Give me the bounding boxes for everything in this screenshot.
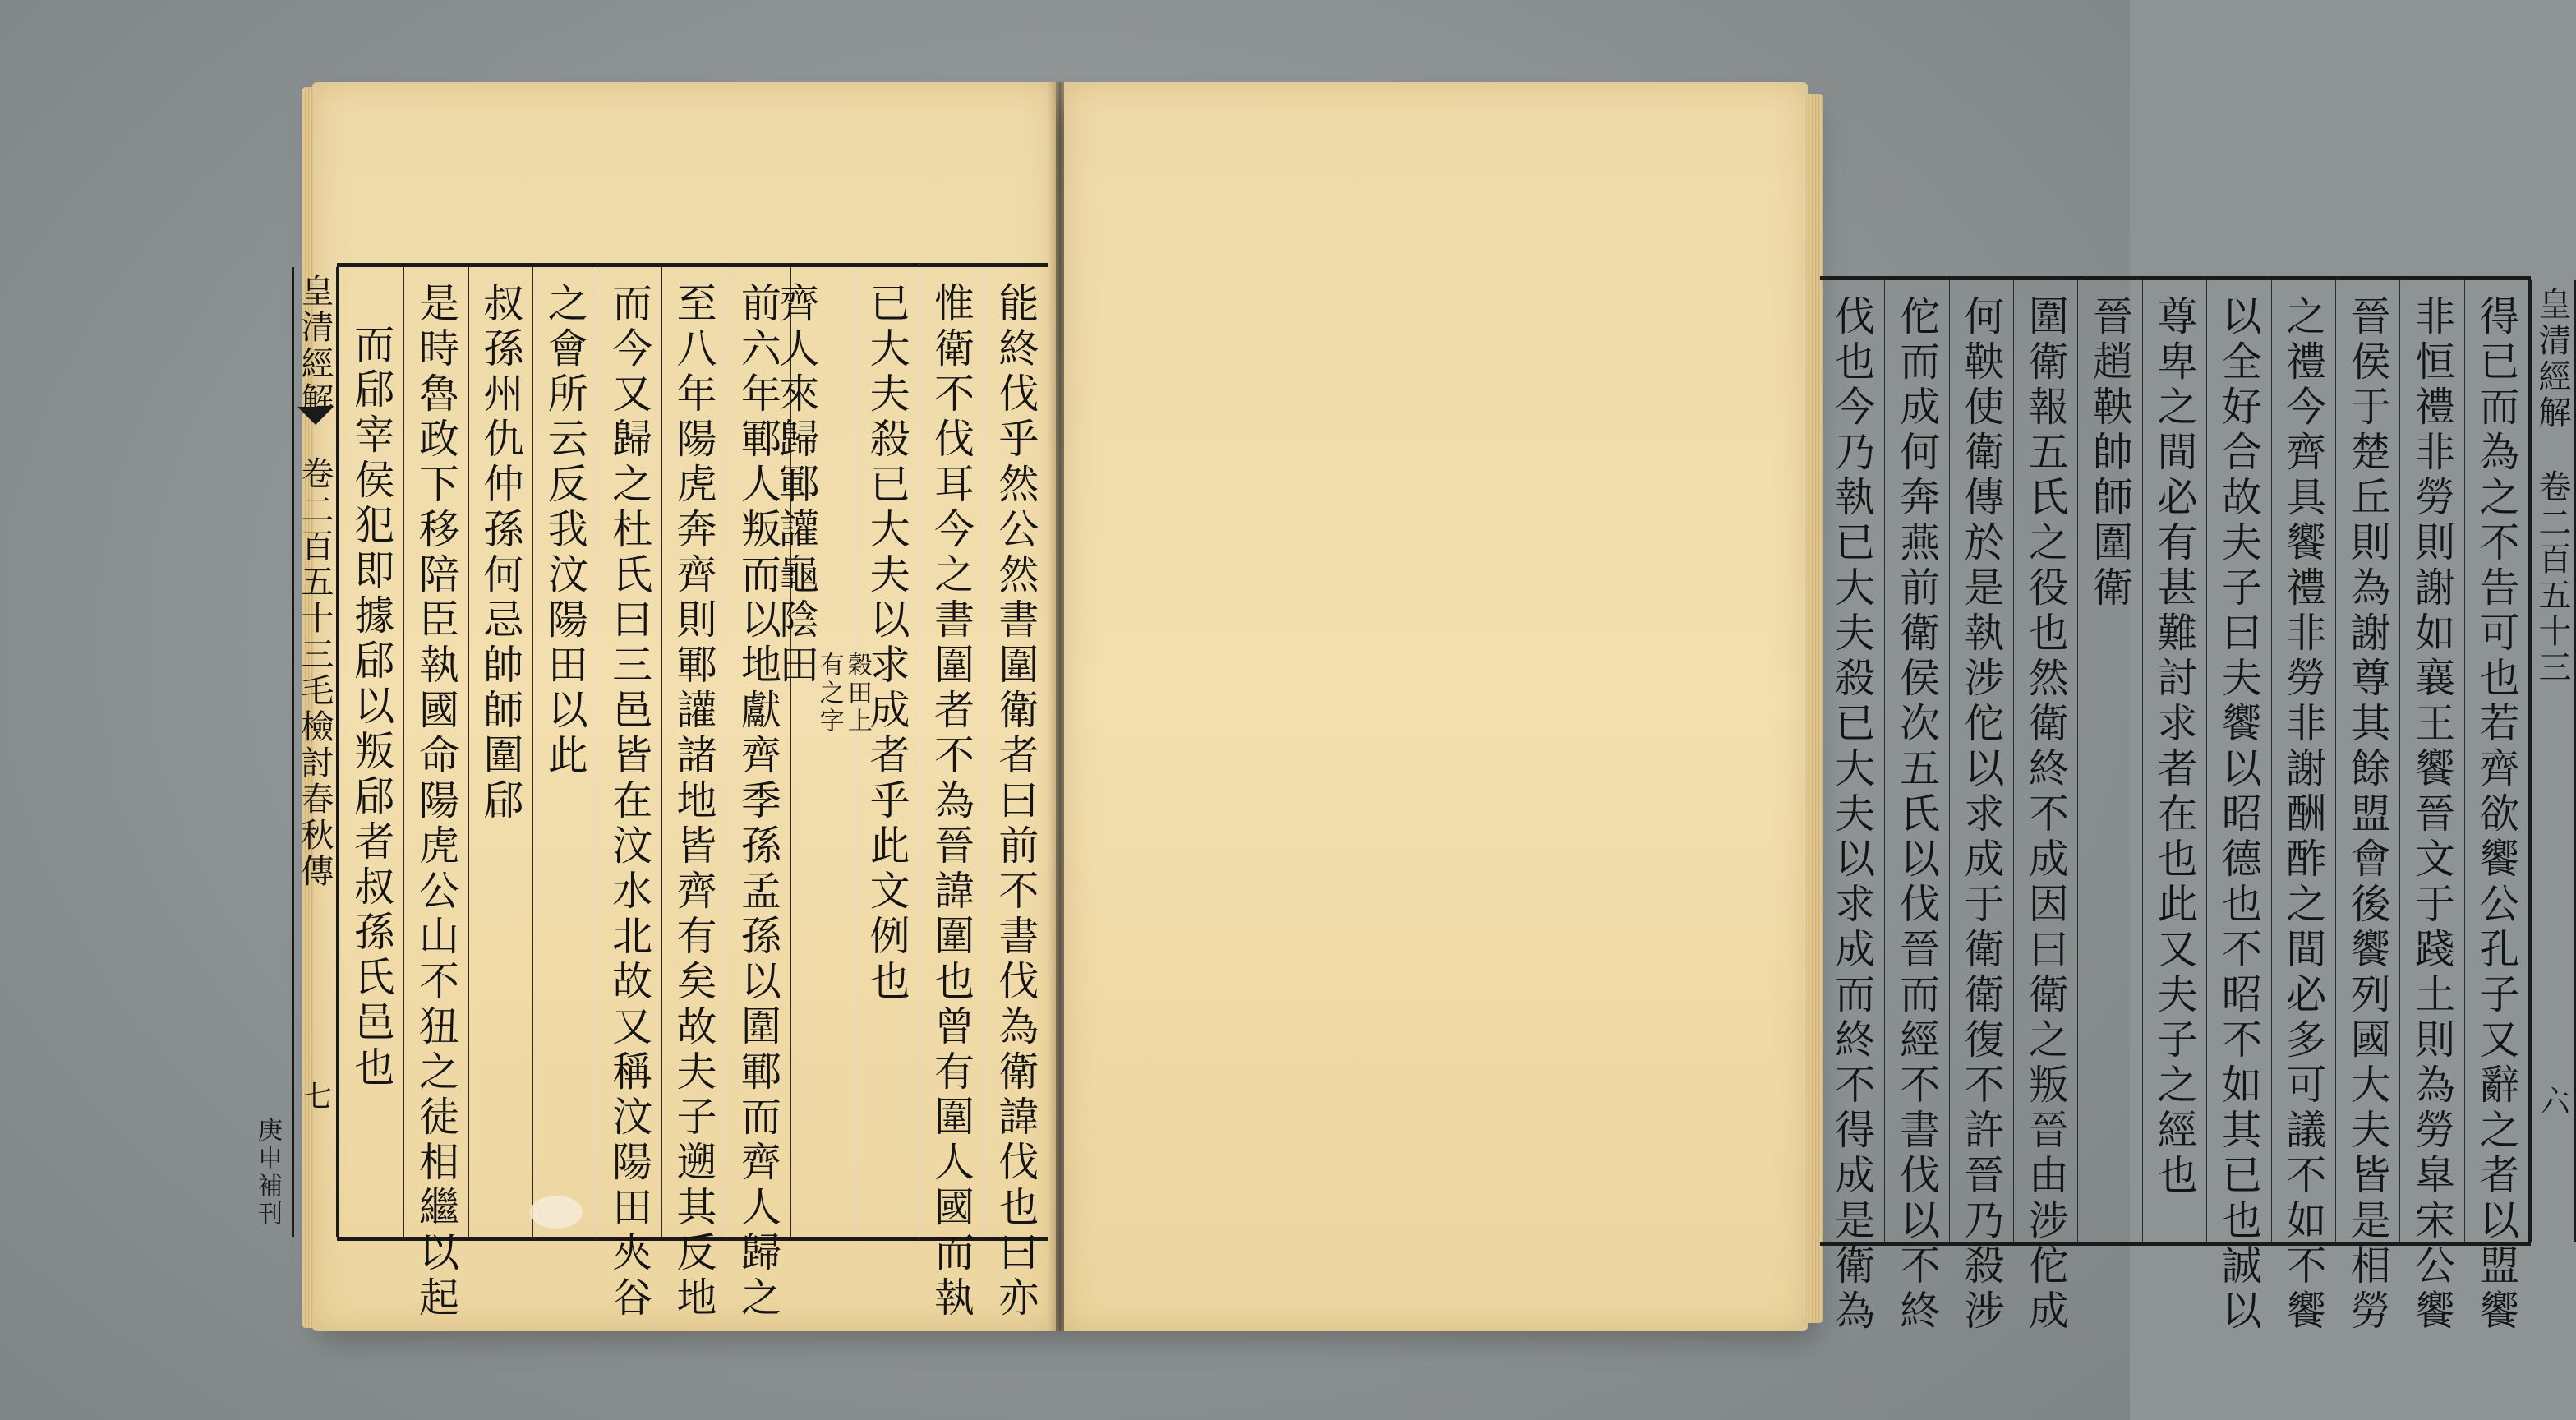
text-column — [2399, 280, 2463, 1335]
right-fold-column — [2530, 280, 2576, 1242]
right-fold-section: 卷二百五十三 — [2533, 469, 2571, 686]
paper-flaw — [530, 1196, 583, 1229]
left-fold-section: 卷二百五十三毛檢討春秋傳 — [296, 456, 334, 890]
open-book — [253, 82, 2571, 1335]
text-column — [919, 267, 983, 1321]
column-text: 以全好合故夫子曰夫饗以昭德也不昭不如其已也誠以 — [2215, 295, 2263, 1335]
text-column — [532, 267, 597, 1237]
column-text: 佗而成何奔燕前衛侯次五氏以伐晉而經不書伐以不終 — [1893, 295, 1941, 1335]
left-text-frame — [253, 263, 1048, 1321]
right-fold-page-number: 六 — [2536, 1086, 2569, 1118]
text-column — [2142, 280, 2206, 1242]
right-text-columns — [1820, 280, 2528, 1335]
column-text: 得已而為之不告可也若齊欲饗公孔子又辭之者以盟饗 — [2472, 295, 2520, 1335]
column-text: 之會所云反我汶陽田以此 — [541, 282, 589, 779]
fishtail-mark — [297, 407, 334, 425]
column-text: 圍衛報五氏之役也然衛終不成因曰衛之叛晉由涉佗成 — [2022, 295, 2070, 1335]
left-text-columns — [339, 267, 1048, 1321]
right-fold-title: 皇清經解 — [2533, 287, 2571, 431]
column-text: 非恒禮非勞則謝如襄王饗晉文于踐土則為勞皐宋公饗 — [2408, 295, 2456, 1335]
text-column — [661, 267, 726, 1321]
column-text: 惟衛不伐耳今之書圍者不為晉諱圍也曾有圍人國而執 — [928, 282, 975, 1321]
left-page — [253, 82, 1056, 1331]
text-column — [855, 267, 919, 1237]
text-column — [1949, 280, 2013, 1335]
note-line: 有之字 — [814, 652, 844, 735]
text-column — [403, 267, 468, 1321]
right-page — [1064, 82, 2571, 1335]
left-fold-title: 皇清經解 — [296, 274, 334, 418]
note-line: 穀田上 — [842, 652, 872, 735]
column-text: 叔孫州仇仲孫何忌帥師圍郈 — [477, 282, 524, 824]
column-text: 而今又歸之杜氏曰三邑皆在汶水北故又稱汶陽田夾谷 — [606, 282, 653, 1321]
text-column — [2013, 280, 2077, 1335]
text-column — [597, 267, 661, 1321]
column-text: 是時魯政下移陪臣執國命陽虎公山不狃之徒相繼以起 — [412, 282, 460, 1321]
text-column — [984, 267, 1048, 1321]
left-fold-column — [292, 267, 338, 1237]
column-text: 何鞅使衛傳於是執涉佗以求成于衛衛復不許晉乃殺涉 — [1957, 295, 2005, 1335]
column-text: 之禮今齊具饗禮非勞非謝酬酢之間必多可議不如不饗 — [2279, 295, 2327, 1335]
text-column — [2464, 280, 2528, 1335]
column-text: 齊人來歸鄆讙龜陰田 — [772, 282, 820, 689]
column-text: 前六年鄆人叛而以地獻齊季孫孟孫以圍鄆而齊人歸之 — [735, 282, 782, 1321]
column-text: 能終伐乎然公然書圍衛者曰前不書伐為衛諱伐也曰亦 — [992, 282, 1039, 1321]
text-column — [468, 267, 532, 1237]
column-text: 尊卑之間必有甚難討求者在也此又夫子之經也 — [2151, 295, 2199, 1199]
left-fold-page-number: 七 — [298, 1081, 332, 1113]
column-text: 已大夫殺已大夫以求成者乎此文例也 — [864, 282, 911, 1005]
text-column — [339, 267, 403, 1237]
text-column — [2271, 280, 2335, 1335]
text-column — [1884, 280, 1948, 1335]
left-fold-edition: 庚申補刊 — [253, 1117, 282, 1229]
text-column — [1820, 280, 1884, 1335]
column-text: 至八年陽虎奔齊則鄆讙諸地皆齊有矣故夫子遡其反地 — [670, 282, 717, 1321]
text-column — [772, 267, 872, 1237]
column-text: 晉趙鞅帥師圍衛 — [2086, 295, 2134, 611]
column-text: 伐也今乃執已大夫殺已大夫以求成而終不得成是衛為 — [1828, 295, 1876, 1335]
right-text-frame — [1820, 276, 2571, 1335]
text-column — [2206, 280, 2270, 1335]
text-column — [2335, 280, 2399, 1335]
column-text: 晉侯于楚丘則為謝尊其餘盟會後饗列國大夫皆是相勞 — [2344, 295, 2392, 1335]
column-text: 而郈宰侯犯即據郈以叛郈者叔孫氏邑也 — [348, 323, 395, 1091]
text-column — [2077, 280, 2141, 1242]
